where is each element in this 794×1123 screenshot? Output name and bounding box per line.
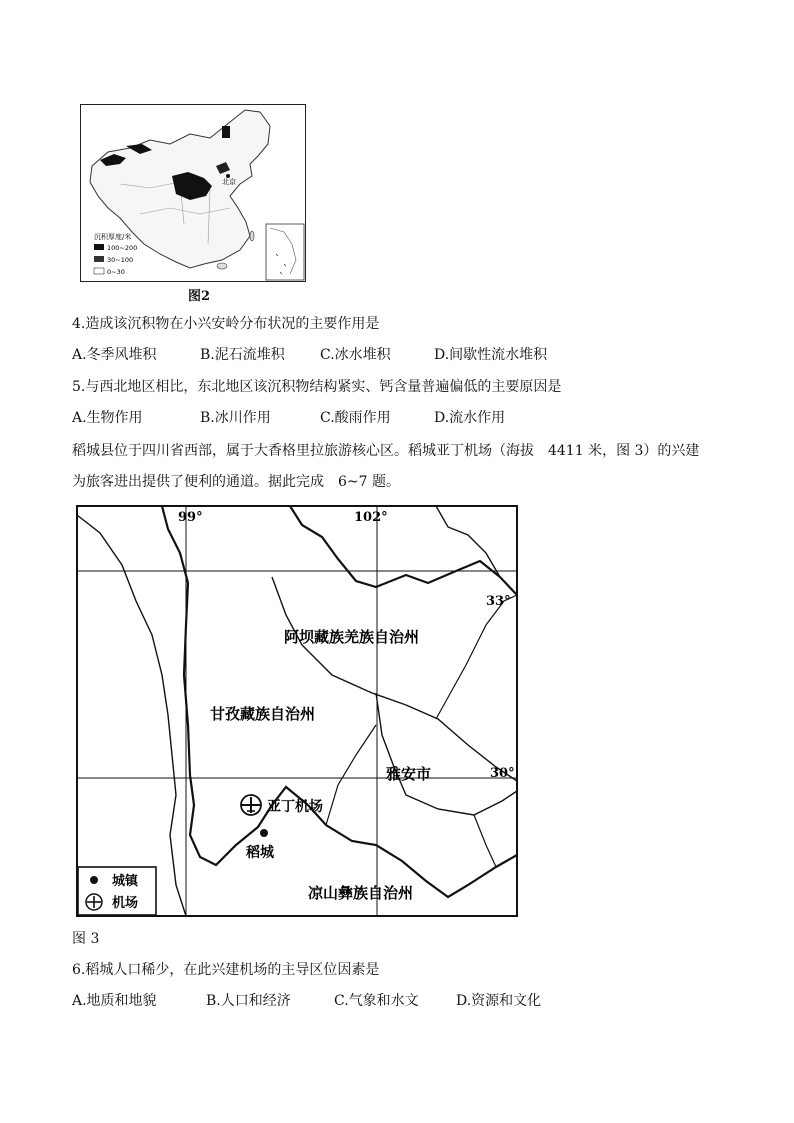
legend-airport-icon (86, 894, 102, 910)
figure-3-caption: 图 3 (72, 931, 100, 947)
region-yaan: 雅安市 (386, 765, 432, 783)
question-6-option-d[interactable]: D.资源和文化 (456, 993, 542, 1009)
airport-label: 亚丁机场 (267, 799, 323, 815)
question-5-stem: 5.与西北地区相比，东北地区该沉积物结构紧实、钙含量普遍偏低的主要原因是 (72, 379, 562, 395)
fig2-legend-item: 30~100 (107, 256, 134, 264)
lon-99-label: 99° (178, 510, 203, 525)
region-liangshan: 凉山彝族自治州 (308, 884, 414, 902)
question-4-stem: 4.造成该沉积物在小兴安岭分布状况的主要作用是 (72, 316, 380, 332)
question-6-option-c[interactable]: C.气象和水文 (334, 993, 419, 1009)
town-label: 稻城 (246, 845, 274, 861)
question-6-option-b[interactable]: B.人口和经济 (206, 993, 291, 1009)
figure-2 (80, 104, 306, 282)
lon-102-label: 102° (354, 510, 388, 525)
intro-line-2: 为旅客进出提供了便利的通道。据此完成 6~7 题。 (72, 474, 400, 490)
question-5-option-b[interactable]: B.冰川作用 (200, 410, 271, 426)
daocheng-map (76, 505, 518, 917)
legend-airport-label: 机场 (112, 896, 139, 911)
question-5-option-d[interactable]: D.流水作用 (434, 410, 506, 426)
figure-3 (76, 505, 518, 917)
question-4-option-b[interactable]: B.泥石流堆积 (200, 347, 285, 363)
intro-line-1: 稻城县位于四川省西部，属于大香格里拉旅游核心区。稻城亚丁机场（海拔 4411 米，图 3）的兴建 (72, 443, 700, 459)
lat-33-label: 33° (486, 594, 511, 609)
figure-2-caption: 图2 (188, 289, 211, 304)
lat-30-label: 30° (490, 766, 515, 781)
town-dot (260, 829, 268, 837)
beijing-label: 北京 (222, 178, 236, 186)
question-4-option-c[interactable]: C.冰水堆积 (320, 347, 391, 363)
question-5-option-a[interactable]: A.生物作用 (72, 410, 143, 426)
question-6-option-a[interactable]: A.地质和地貌 (72, 993, 157, 1009)
region-ganzi: 甘孜藏族自治州 (210, 705, 316, 723)
fig2-legend-item: 100~200 (107, 244, 138, 252)
question-4-option-d[interactable]: D.间歇性流水堆积 (434, 347, 548, 363)
question-4-option-a[interactable]: A.冬季风堆积 (72, 347, 157, 363)
region-aba: 阿坝藏族羌族自治州 (284, 628, 420, 646)
airport-icon (241, 795, 261, 815)
china-sediment-map (80, 104, 306, 282)
fig2-legend-item: 0~30 (107, 268, 125, 276)
question-5-option-c[interactable]: C.酸雨作用 (320, 410, 391, 426)
fig2-legend-title: 沉积厚度/米 (94, 233, 132, 241)
legend-town-label: 城镇 (112, 874, 139, 889)
question-6-stem: 6.稻城人口稀少，在此兴建机场的主导区位因素是 (72, 962, 380, 978)
